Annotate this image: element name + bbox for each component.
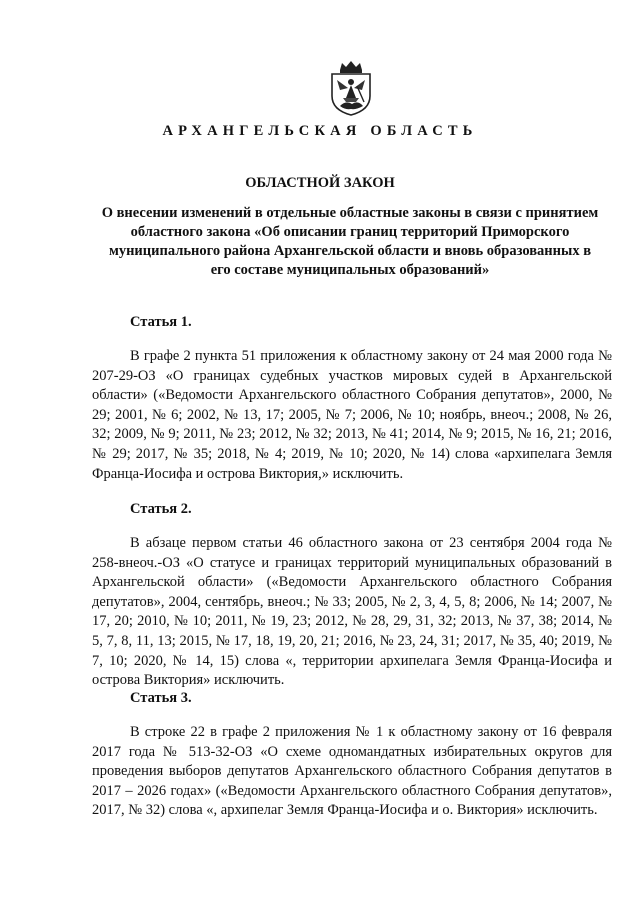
law-title: О внесении изменений в отдельные областные законы в связи с принятием областного закона «Об описании границ территорий Приморского муниципального района Архангельской области и вновь образованных в его составе муниципальных образований»: [101, 205, 599, 278]
article-3-heading: Статья 3.: [130, 690, 192, 706]
article-2-heading: Статья 2.: [130, 501, 192, 517]
region-name: АРХАНГЕЛЬСКАЯ ОБЛАСТЬ: [162, 123, 478, 139]
article-1-heading: Статья 1.: [130, 314, 192, 330]
article-1-text: В графе 2 пункта 51 приложения к областному закону от 24 мая 2000 года № 207-29-ОЗ «О границах судебных участков мировых судей в Архангельской области» («Ведомости Архангельского областного Собрания депутатов», 2000, № 29; 2001, № 6; 2002, № 13, 17; 2005, № 7; 2006, № 10; ноябрь, внеоч.; 2008, № 26, 32; 2009, № 9; 2011, № 23; 2012, № 32; 2013, № 41; 2014, № 9; 2015, № 16, 21; 2016, № 29; 2017, № 35; 2018, № 4; 2019, № 10; 2020, № 14) слова «архипелага Земля Франца-Иосифа и острова Виктория,» исключить.: [92, 348, 612, 482]
article-2-text: В абзаце первом статьи 46 областного закона от 23 сентября 2004 года № 258-внеоч.-ОЗ «О статусе и границах территорий муниципальных образований в Архангельской области» («Ведомости Архангельского областного Собрания депутатов», 2004, сентябрь, внеоч.; № 33; 2005, № 2, 3, 4, 5, 8; 2006, № 14; 2007, № 17, 20; 2010, № 10; 2011, № 19, 23; 2012, № 28, 29, 31, 32; 2013, № 37, 38; 2014, № 5, 7, 8, 11, 13; 2015, № 17, 18, 19, 20, 21; 2016, № 23, 24, 31; 2017, № 35, 40; 2019, № 7, 10; 2020, № 14, 15) слова «, территории архипелага Земля Франца-Иосифа и острова Виктория» исключить.: [92, 535, 612, 689]
law-type: ОБЛАСТНОЙ ЗАКОН: [245, 175, 395, 191]
coat-of-arms-icon: [326, 60, 376, 116]
article-3-text: В строке 22 в графе 2 приложения № 1 к областному закону от 16 февраля 2017 года № 513-32-ОЗ «О схеме одномандатных избирательных округов для проведения выборов депутатов Архангельского областного Собрания депутатов в 2017 – 2026 годах» («Ведомости Архангельского областного Собрания депутатов», 2017, № 32) слова «, архипелаг Земля Франца-Иосифа и о. Виктория» исключить.: [92, 724, 612, 819]
